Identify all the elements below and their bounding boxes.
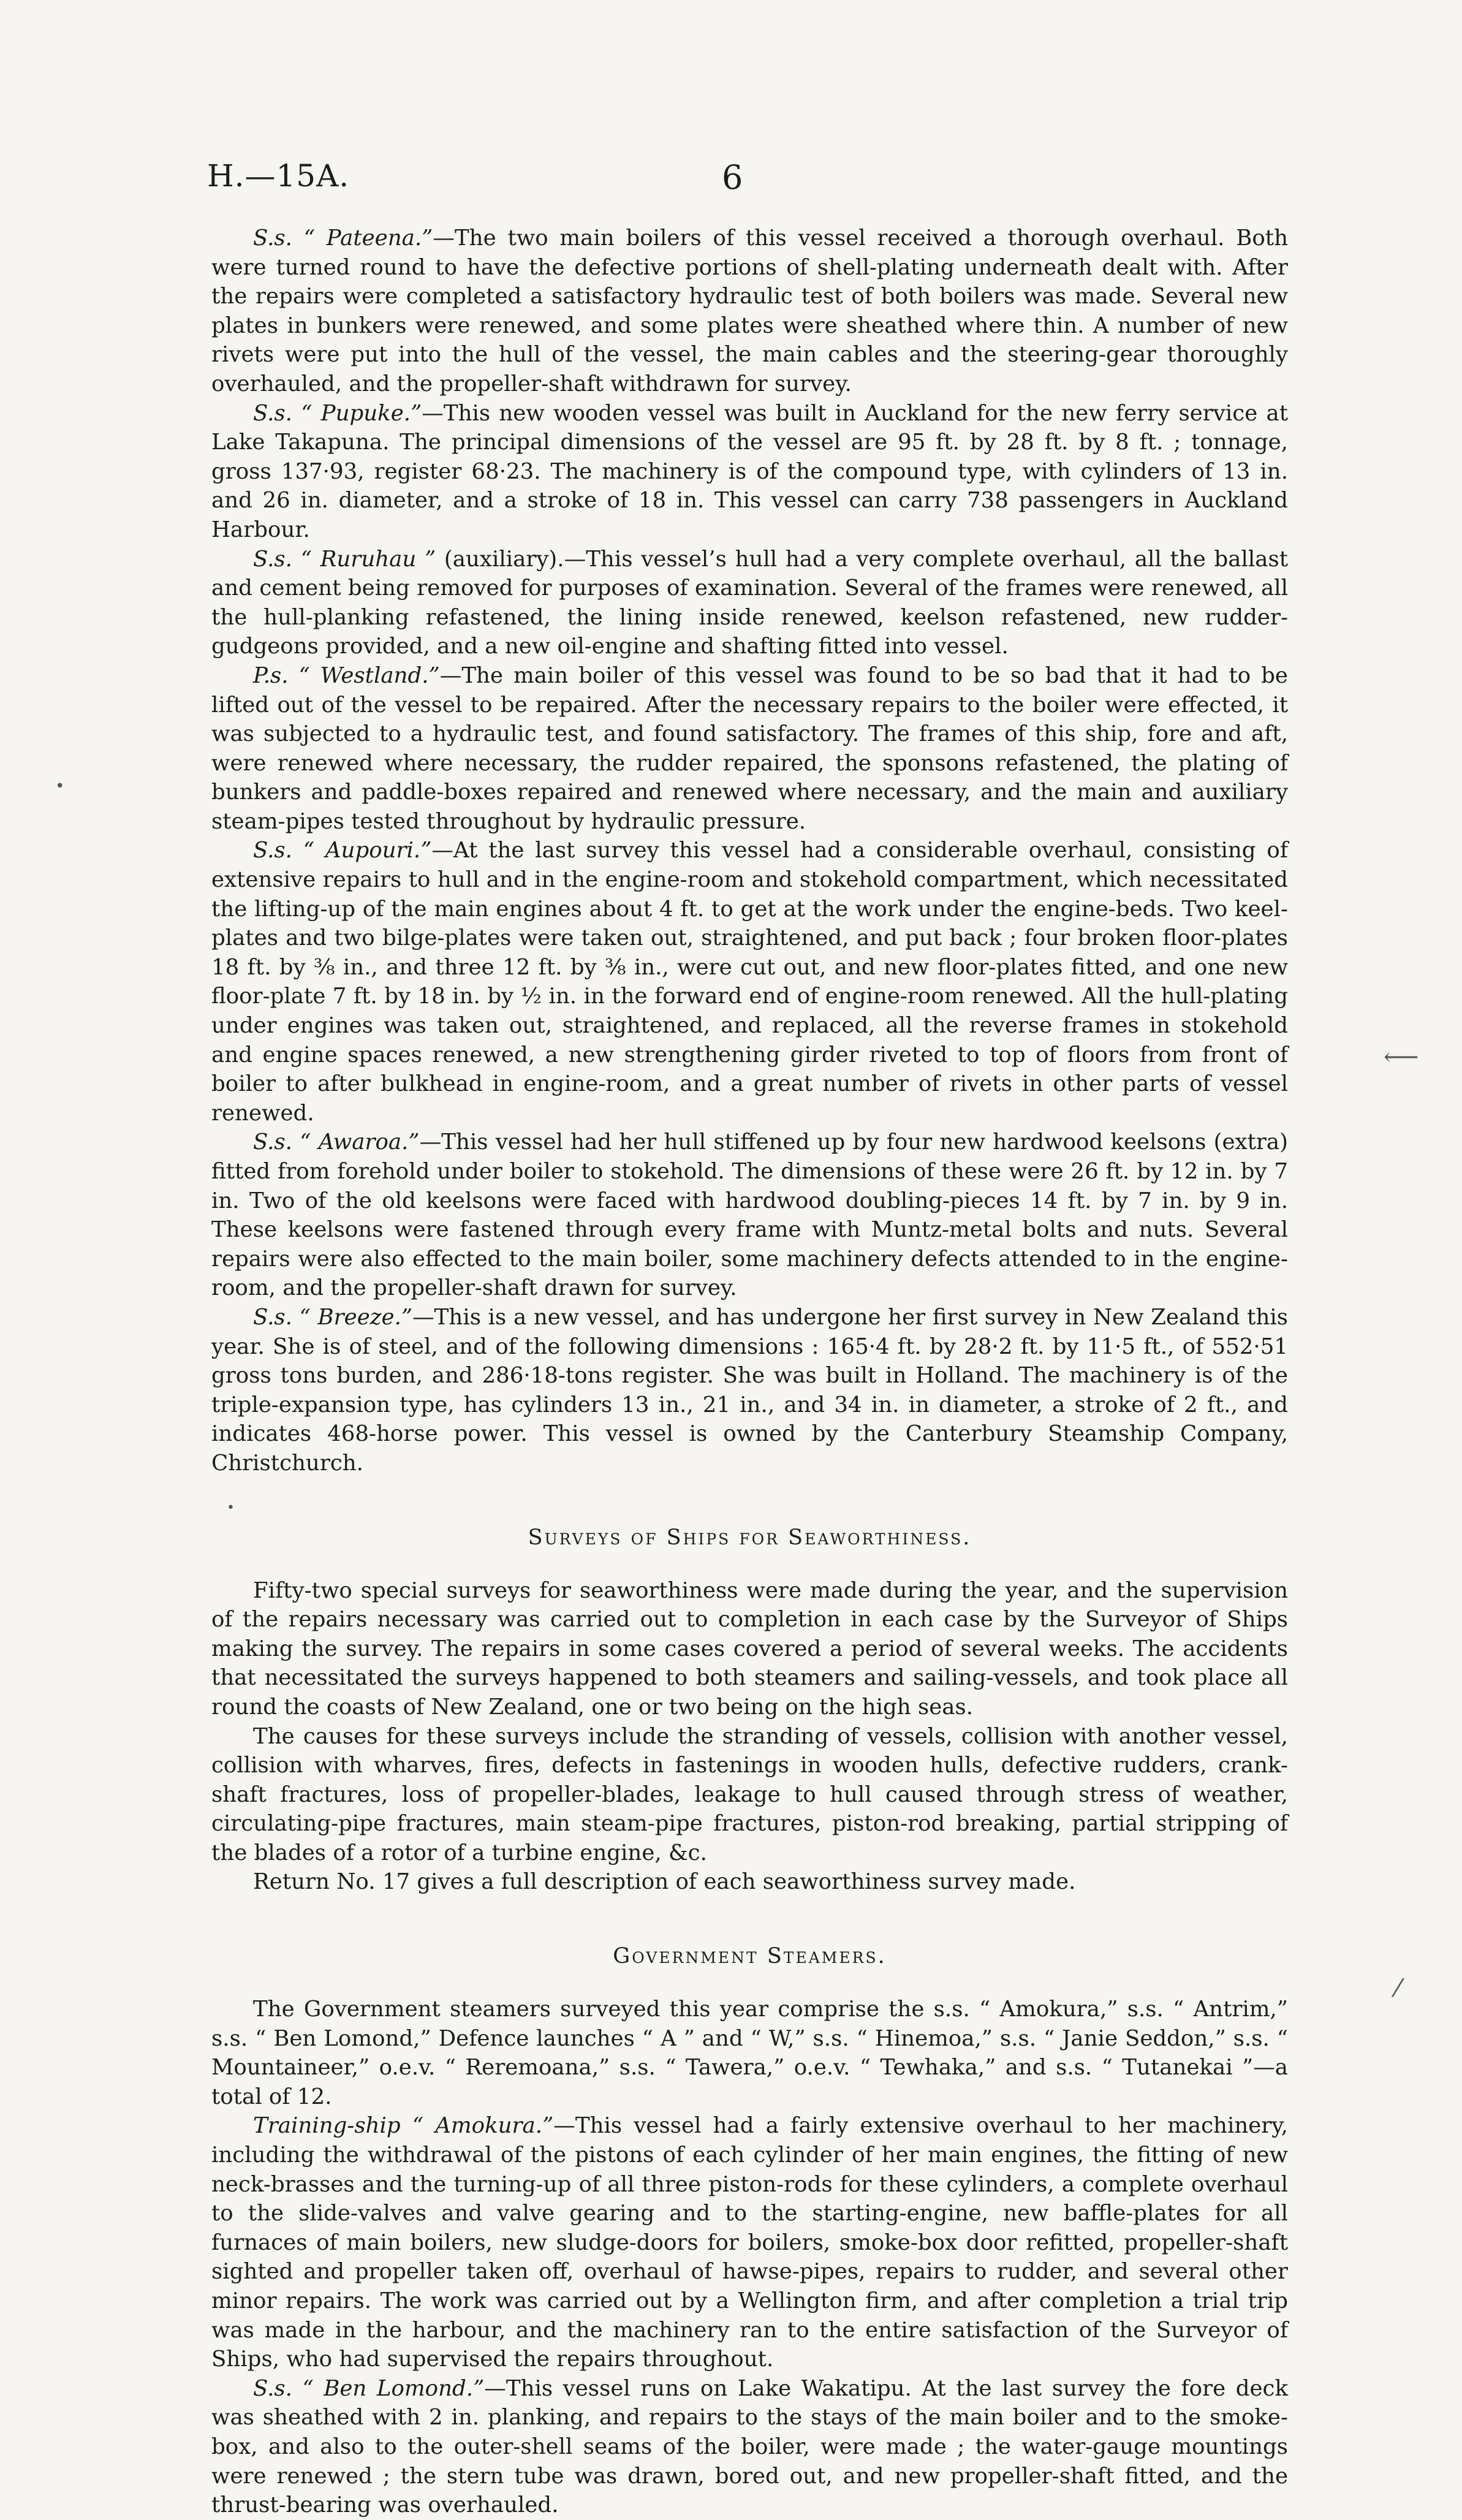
ship-name: S.s. “ Pupuke.”	[253, 400, 422, 426]
paragraph-seaworthiness-2: The causes for these surveys include the stranding of vessels, collision with another vessel, collision with wharves, fires, defects in fastenings in wooden hulls, defective rudders, crank-shaft fractures, loss of propeller-blades, leakage to hull caused through stress of weather, circulating-pipe fractures, main steam-pipe fractures, piston-rod breaking, partial stripping of the blades of a rotor of a turbine engine, &c.	[211, 1723, 1288, 1865]
paragraph-government-intro: The Government steamers surveyed this year comprise the s.s. “ Amokura,” s.s. “ Antrim,” s.s. “ Ben Lomond,” Defence launches “ A ” and “ W,” s.s. “ Hinemoa,” s.s. “ Janie Seddon,” s.s. “ Mountaineer,” o.e.v. “ Reremoana,” s.s. “ Tawera,” o.e.v. “ Tewhaka,” and s.s. “ Tutanekai ”—a total of 12.	[211, 1997, 1288, 2109]
seaworthiness-section	[211, 1522, 1288, 1897]
paragraph-awaroa	[211, 1128, 1288, 1303]
paragraph-ben-lomond	[211, 2374, 1288, 2520]
section-heading: Government Steamers.	[613, 1944, 887, 1969]
ship-name: S.s. “ Awaroa.”	[253, 1129, 420, 1155]
government-steamers-section	[211, 1941, 1288, 2520]
heading-spacer	[211, 1972, 1288, 1995]
paragraph-text: —The main boiler of this vessel was found to be so bad that it had to be lifted out of the vessel to be repaired. After the necessary repairs to the boiler were effected, it was subjected to a hydraulic test, and found satisfactory. The frames of this ship, fore and aft, were renewed where necessary, the rudder repaired, the sponsons refastened, the plating of bunkers and paddle-boxes repaired and renewed where necessary, and the main and auxiliary steam-pipes tested throughout by hydraulic pressure.	[211, 662, 1288, 834]
page-number: 6	[722, 158, 743, 197]
margin-mark: ⟵	[1384, 1043, 1419, 1071]
document-body	[211, 224, 1288, 2520]
margin-mark: ⁄	[1396, 1975, 1400, 2003]
document-reference: H.—15A.	[207, 158, 350, 194]
paragraph-westland	[211, 661, 1288, 837]
paragraph-text: (auxiliary).—This vessel’s hull had a very complete overhaul, all the ballast and cement being removed for purposes of examination. Several of the frames were renewed, all the hull-planking refastened, the lining inside renewed, keelson refastened, new rudder-gudgeons provided, and a new oil-engine and shafting fitted into vessel.	[211, 546, 1288, 659]
heading-spacer	[211, 1553, 1288, 1576]
ship-name: S.s. “ Ben Lomond.”	[253, 2375, 485, 2401]
paragraph-amokura	[211, 2111, 1288, 2374]
paragraph-text: —At the last survey this vessel had a considerable overhaul, consisting of extensive repairs to hull and in the engine-room and stokehold compartment, which necessitated the lifting-up of the main engines about 4 ft. to get at the work under the engine-beds. Two keel-plates and two bilge-plates were taken out, straightened, and put back ; four broken floor-plates 18 ft. by ⅜ in., and three 12 ft. by ⅜ in., were cut out, and new floor-plates fitted, and one new floor-plate 7 ft. by 18 in. by ½ in. in the forward end of engine-room renewed. All the hull-plating under engines was taken out, straightened, and replaced, all the reverse frames in stokehold and engine spaces renewed, a new strengthening girder riveted to top of floors from front of boiler to after bulkhead in engine-room, and a great number of rivets in other parts of vessel renewed.	[211, 838, 1288, 1126]
margin-dot: •	[227, 1500, 235, 1516]
paragraph-seaworthiness-3: Return No. 17 gives a full description of each seaworthiness survey made.	[253, 1869, 1076, 1895]
ship-name: P.s. “ Westland.”	[253, 662, 440, 688]
section-spacer	[211, 1897, 1288, 1941]
paragraph-seaworthiness-1: Fifty-two special surveys for seaworthiness were made during the year, and the supervision of the repairs necessary was carried out to completion in each case by the Surveyor of Ships making the survey. The repairs in some cases covered a period of several weeks. The accidents that necessitated the surveys happened to both steamers and sailing-vessels, and took place all round the coasts of New Zealand, one or two being on the high seas.	[211, 1577, 1288, 1720]
ship-name: S.s. “ Breeze.”	[253, 1304, 413, 1330]
ship-name: S.s. “ Ruruhau ”	[253, 546, 436, 572]
paragraph-text: —This new wooden vessel was built in Auckland for the new ferry service at Lake Takapuna. The principal dimensions of the vessel are 95 ft. by 28 ft. by 8 ft. ; tonnage, gross 137·93, register 68·23. The machinery is of the compound type, with cylinders of 13 in. and 26 in. diameter, and a stroke of 18 in. This vessel can carry 738 passengers in Auckland Harbour.	[211, 400, 1288, 542]
paragraph-text: —This vessel runs on Lake Wakatipu. At the last survey the fore deck was sheathed with 2 in. planking, and repairs to the stays of the main boiler and to the smoke-box, and also to the outer-shell seams of the boiler, were made ; the water-gauge mountings were renewed ; the stern tube was drawn, bored out, and new propeller-shaft fitted, and the thrust-bearing was overhauled.	[211, 2375, 1289, 2518]
paragraph-ruruhau	[211, 545, 1288, 661]
paragraph-text: —This vessel had her hull stiffened up by four new hardwood keelsons (extra) fitted from forehold under boiler to stokehold. The dimensions of these were 26 ft. by 12 in. by 7 in. Two of the old keelsons were faced with hardwood doubling-pieces 14 ft. by 7 in. by 9 in. These keelsons were fastened through every frame with Muntz-metal bolts and nuts. Several repairs were also effected to the main boiler, some machinery defects attended to in the engine-room, and the propeller-shaft drawn for survey.	[211, 1129, 1288, 1301]
margin-dot: •	[55, 777, 65, 795]
paragraph-pateena	[211, 224, 1288, 399]
paragraph-text: —This is a new vessel, and has undergone her first survey in New Zealand this year. She is of steel, and of the following dimensions : 165·4 ft. by 28·2 ft. by 11·5 ft., of 552·51 gross tons burden, and 286·18-tons register. She was built in Holland. The machinery is of the triple-expansion type, has cylinders 13 in., 21 in., and 34 in. in diameter, a stroke of 2 ft., and indicates 468-horse power. This vessel is owned by the Canterbury Steamship Company, Christchurch.	[211, 1304, 1288, 1476]
paragraph-text: —The two main boilers of this vessel received a thorough overhaul. Both were turned round to have the defective portions of shell-plating underneath dealt with. After the repairs were completed a satisfactory hydraulic test of both boilers was made. Several new plates in bunkers were renewed, and some plates were sheathed where thin. A number of new rivets were put into the hull of the vessel, the main cables and the steering-gear thoroughly overhauled, and the propeller-shaft withdrawn for survey.	[211, 226, 1288, 397]
section-heading: Surveys of Ships for Seaworthiness.	[528, 1525, 972, 1550]
paragraph-breeze	[211, 1303, 1288, 1478]
ship-name: S.s. “ Aupouri.”	[253, 838, 432, 863]
vessel-reports-section	[211, 224, 1288, 1478]
page-header	[0, 158, 1462, 207]
paragraph-aupouri	[211, 836, 1288, 1128]
ship-name: Training-ship “ Amokura.”	[253, 2113, 554, 2139]
paragraph-text: —This vessel had a fairly extensive overhaul to her machinery, including the withdrawal of the pistons of each cylinder of her main engines, the fitting of new neck-brasses and the turning-up of all three piston-rods for these cylinders, a complete overhaul to the slide-valves and valve gearing and to the starting-engine, new baffle-plates for all furnaces of main boilers, new sludge-doors for boilers, smoke-box door refitted, propeller-shaft sighted and propeller taken off, overhaul of hawse-pipes, repairs to rudder, and several other minor repairs. The work was carried out by a Wellington firm, and after completion a trial trip was made in the harbour, and the machinery ran to the entire satisfaction of the Surveyor of Ships, who had supervised the repairs throughout.	[211, 2113, 1288, 2372]
ship-name: S.s. “ Pateena.”	[253, 226, 433, 251]
section-spacer	[211, 1478, 1288, 1522]
paragraph-pupuke	[211, 399, 1288, 545]
